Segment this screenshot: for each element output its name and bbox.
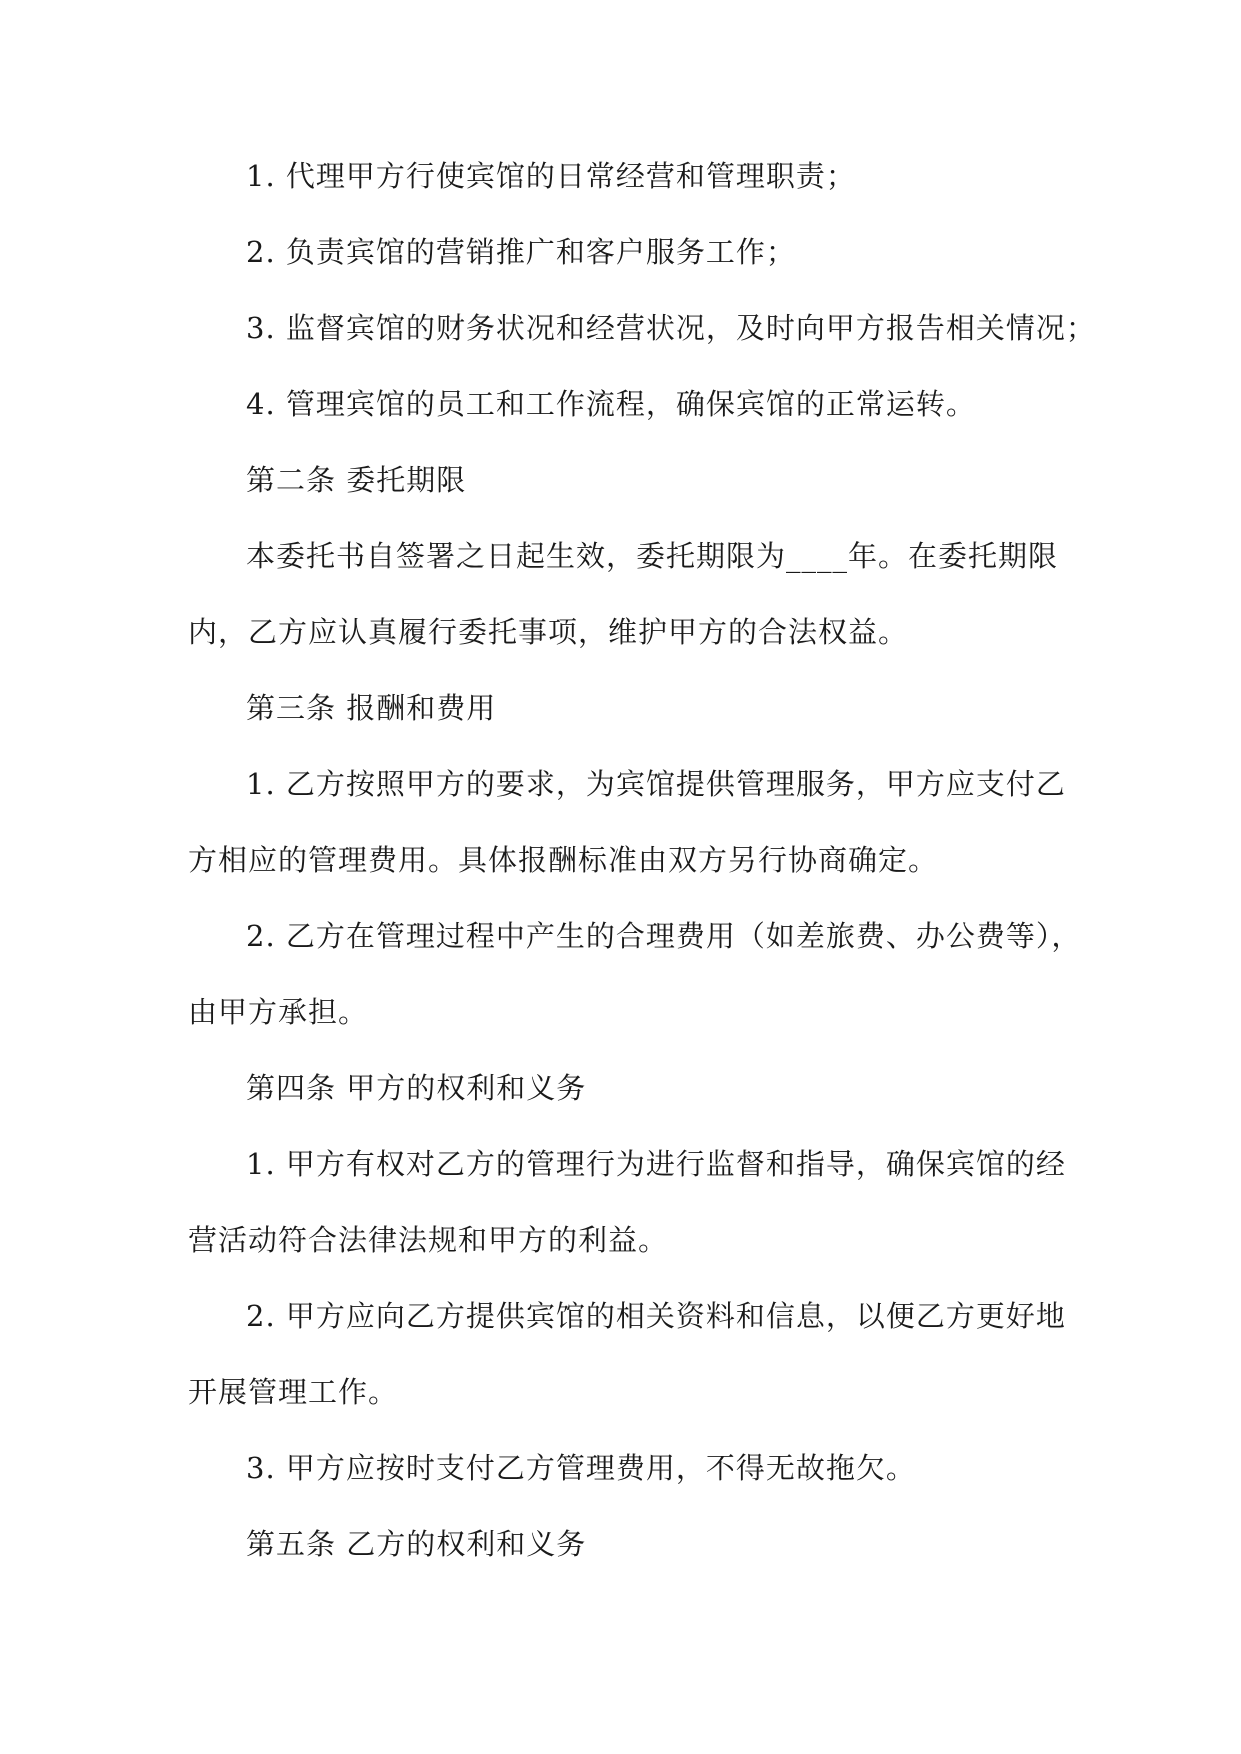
article-4-item-1-line-1: 1. 甲方有权对乙方的管理行为进行监督和指导，确保宾馆的经 (246, 1147, 1066, 1181)
list-item-duty-4: 4. 管理宾馆的员工和工作流程，确保宾馆的正常运转。 (246, 387, 976, 421)
article-2-heading: 第二条 委托期限 (246, 463, 467, 497)
article-4-item-2-line-1: 2. 甲方应向乙方提供宾馆的相关资料和信息，以便乙方更好地 (246, 1299, 1066, 1333)
article-3-item-1-line-2: 方相应的管理费用。具体报酬标准由双方另行协商确定。 (188, 843, 939, 877)
article-2-paragraph-line-1: 本委托书自签署之日起生效，委托期限为____年。在委托期限 (246, 539, 1059, 573)
list-item-duty-1: 1. 代理甲方行使宾馆的日常经营和管理职责； (246, 159, 856, 193)
list-item-duty-2: 2. 负责宾馆的营销推广和客户服务工作； (246, 235, 796, 269)
article-3-item-1-line-1: 1. 乙方按照甲方的要求，为宾馆提供管理服务，甲方应支付乙 (246, 767, 1066, 801)
article-4-heading: 第四条 甲方的权利和义务 (246, 1071, 587, 1105)
article-2-paragraph-line-2: 内，乙方应认真履行委托事项，维护甲方的合法权益。 (188, 615, 909, 649)
list-item-duty-3: 3. 监督宾馆的财务状况和经营状况，及时向甲方报告相关情况； (246, 311, 1096, 345)
article-4-item-1-line-2: 营活动符合法律法规和甲方的利益。 (188, 1223, 669, 1257)
article-5-heading: 第五条 乙方的权利和义务 (246, 1527, 587, 1561)
article-3-item-2-line-1: 2. 乙方在管理过程中产生的合理费用（如差旅费、办公费等）， (246, 919, 1082, 953)
article-3-heading: 第三条 报酬和费用 (246, 691, 497, 725)
article-4-item-2-line-2: 开展管理工作。 (188, 1375, 399, 1409)
article-3-item-2-line-2: 由甲方承担。 (188, 995, 369, 1029)
document-body (188, 138, 1096, 1582)
article-4-item-3: 3. 甲方应按时支付乙方管理费用，不得无故拖欠。 (246, 1451, 916, 1485)
